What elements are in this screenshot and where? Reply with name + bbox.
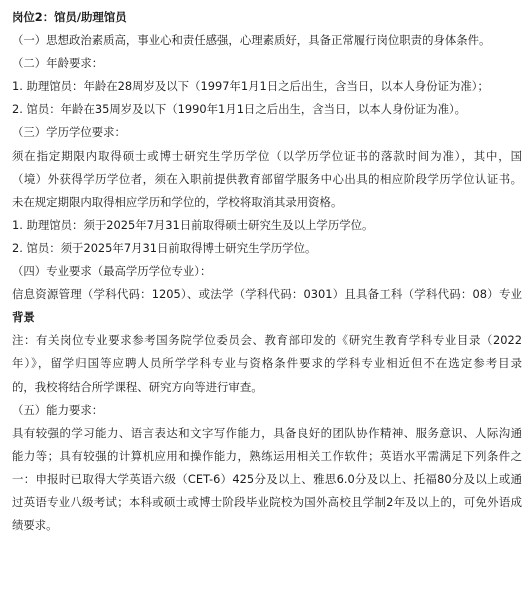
- major-heading: （四）专业要求（最高学历学位专业）：: [12, 264, 212, 279]
- ability-heading: （五）能力要求：: [12, 402, 104, 417]
- major-line-2: 背景: [12, 310, 35, 325]
- section-title: 岗位2：馆员/助理馆员: [12, 10, 127, 24]
- age-heading: （二）年龄要求：: [12, 56, 104, 71]
- note-line-2: 年）》，留学归国等应聘人员所学学科专业与资格条件要求的学科专业相近但不在选定参考目录: [12, 356, 522, 371]
- requirement-line-1: （一）思想政治素质高，事业心和责任感强，心理素质好，具备正常履行岗位职责的身体条件。: [12, 33, 491, 48]
- degree-paragraph-line-3: 未在规定期限内取得相应学历和学位的，学校将取消其录用资格。: [12, 194, 343, 209]
- age-assistant-line: 1. 助理馆员：年龄在28周岁及以下（1997年1月1日之后出生，含当日，以本人身份证为准）；: [12, 79, 489, 94]
- degree-heading: （三）学历学位要求：: [12, 125, 126, 140]
- note-line-1: 注：有关岗位专业要求参考国务院学位委员会、教育部印发的《研究生教育学科专业目录（2022: [12, 333, 522, 348]
- major-line-1: 信息资源管理（学科代码：1205）、或法学（学科代码：0301）且具备工科（学科代码：08）专业: [12, 287, 522, 302]
- ability-line-3: 一：申报时已取得大学英语六级（CET-6）425分及以上、雅思6.0分及以上、托福80分及以上或通: [12, 471, 522, 486]
- ability-line-4: 过英语专业八级考试；本科或硕士或博士阶段毕业院校为国外高校且学制2年及以上的，可免外语成: [12, 494, 522, 509]
- ability-line-5: 绩要求。: [12, 518, 58, 533]
- note-line-3: 的，我校将结合所学课程、研究方向等进行审查。: [12, 379, 263, 394]
- ability-line-1: 具有较强的学习能力、语言表达和文字写作能力，具备良好的团队协作精神、服务意识、人际沟通: [12, 425, 522, 440]
- age-librarian-line: 2. 馆员：年龄在35周岁及以下（1990年1月1日之后出生，含当日，以本人身份证为准）。: [12, 102, 467, 117]
- degree-paragraph-line-2: （境）外获得学历学位者，须在入职前提供教育部留学服务中心出具的相应阶段学历学位认证书。: [12, 171, 522, 186]
- degree-librarian-line: 2. 馆员：须于2025年7月31日前取得博士研究生学历学位。: [12, 240, 317, 255]
- degree-assistant-line: 1. 助理馆员：须于2025年7月31日前取得硕士研究生及以上学历学位。: [12, 217, 374, 232]
- ability-line-2: 能力等；具有较强的计算机应用和操作能力，熟练运用相关工作软件；英语水平需满足下列条件之: [12, 448, 522, 463]
- degree-paragraph-line-1: 须在指定期限内取得硕士或博士研究生学历学位（以学历学位证书的落款时间为准），其中，国: [12, 148, 522, 163]
